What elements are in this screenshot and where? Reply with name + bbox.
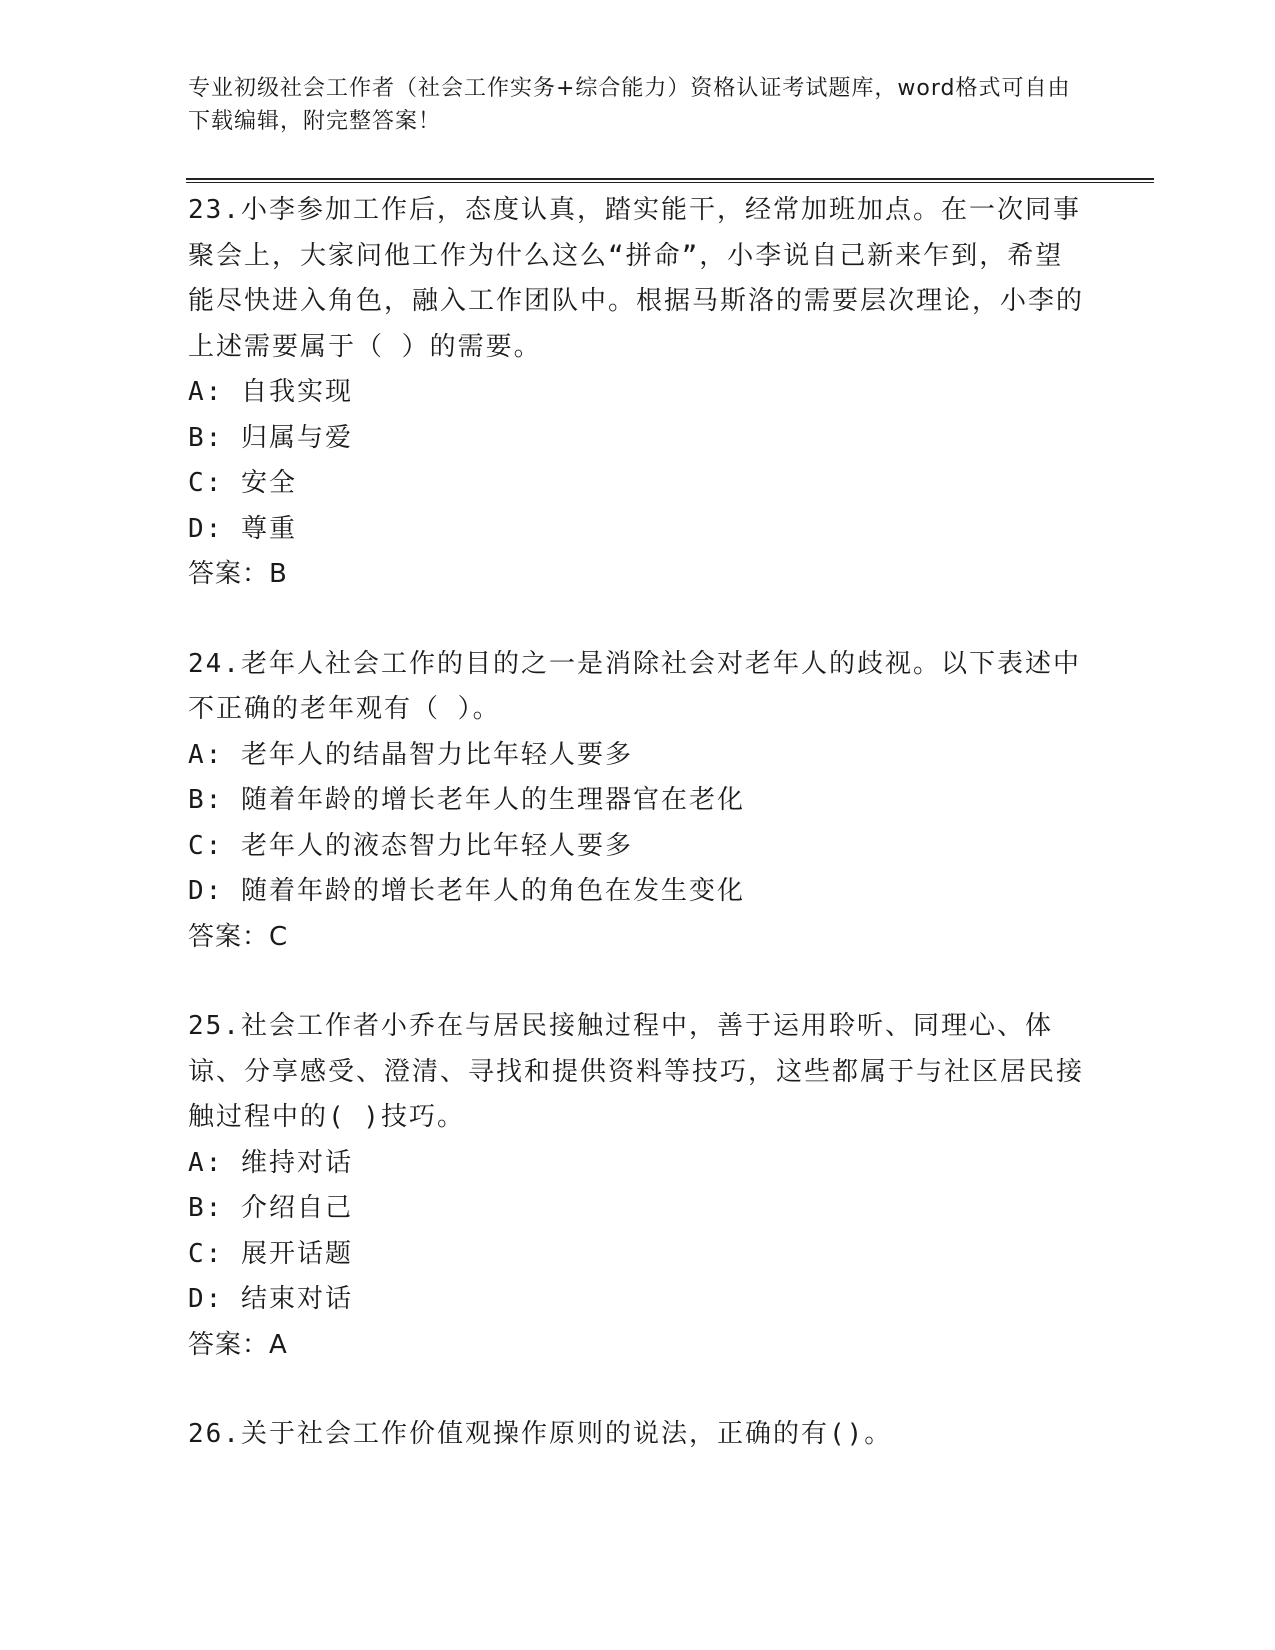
answer: 答案：B <box>188 559 288 589</box>
page-header <box>188 72 1088 138</box>
question-text: 24.老年人社会工作的目的之一是消除社会对老年人的歧视。以下表述中不正确的老年观有（ ）。 <box>188 648 1081 724</box>
question-24 <box>188 642 1088 961</box>
option-b: B: 归属与爱 <box>188 422 353 453</box>
question-text: 25.社会工作者小乔在与居民接触过程中，善于运用聆听、同理心、体谅、分享感受、澄清、寻找和提供资料等技巧，这些都属于与社区居民接触过程中的( )技巧。 <box>188 1011 1085 1132</box>
option-c: C: 安全 <box>188 468 297 498</box>
option-a: A: 自我实现 <box>188 377 353 407</box>
question-text: 23.小李参加工作后，态度认真，踏实能干，经常加班加点。在一次同事聚会上，大家问他工作为什么这么“拼命”，小李说自己新来乍到，希望能尽快进入角色，融入工作团队中。根据马斯洛的需要层次理论，小李的上述需要属于（ ）的需要。 <box>188 195 1085 362</box>
option-b: B: 随着年龄的增长老年人的生理器官在老化 <box>188 785 745 815</box>
question-text: 26.关于社会工作价值观操作原则的说法，正确的有()。 <box>188 1419 893 1449</box>
question-26 <box>188 1412 1088 1458</box>
question-25 <box>188 1004 1088 1368</box>
option-c: C: 老年人的液态智力比年轻人要多 <box>188 830 633 861</box>
option-c: C: 展开话题 <box>188 1238 353 1269</box>
option-d: D: 结束对话 <box>188 1284 353 1314</box>
header-divider <box>186 178 1154 183</box>
question-list <box>188 188 1088 1502</box>
answer: 答案：A <box>188 1329 288 1360</box>
option-d: D: 尊重 <box>188 513 297 544</box>
option-a: A: 老年人的结晶智力比年轻人要多 <box>188 739 633 770</box>
question-23 <box>188 188 1088 598</box>
option-d: D: 随着年龄的增长老年人的角色在发生变化 <box>188 876 745 906</box>
document-title: 专业初级社会工作者（社会工作实务+综合能力）资格认证考试题库，word格式可自由下载编辑，附完整答案！ <box>188 76 1071 134</box>
option-a: A: 维持对话 <box>188 1147 353 1178</box>
option-b: B: 介绍自己 <box>188 1193 353 1223</box>
answer: 答案：C <box>188 921 289 952</box>
